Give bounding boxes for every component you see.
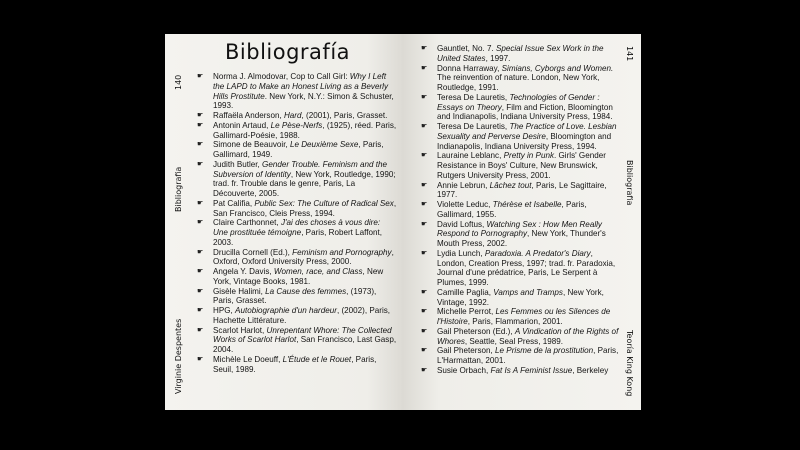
entry-title: Feminism and Pornography xyxy=(292,247,392,257)
bibliography-entry xyxy=(421,249,621,288)
entry-title: Thérèse et Isabelle xyxy=(492,200,562,209)
entry-title: La Cause des femmes xyxy=(265,286,347,296)
entry-details: , San Francisco, Last Gasp, 2004. xyxy=(213,335,397,354)
bibliography-entry xyxy=(197,72,397,111)
entry-details: , Paris, Le Sagittaire, 1977. xyxy=(437,180,607,200)
pointing-hand-icon: ☛ xyxy=(197,73,204,80)
entry-author: Gisèle Halimi, xyxy=(213,286,266,296)
running-book-label: Teoría King Kong xyxy=(625,330,634,397)
entry-details: , Oxford, Oxford University Press, 2000. xyxy=(213,247,394,267)
entry-title: Technologies of Gender : Essays on Theory xyxy=(437,92,600,112)
entry-title: Le Pèse-Nerfs xyxy=(270,120,323,130)
entry-details: , London, Creation Press, 1997; trad. fr. Paradoxia, Journal d'une prédatrice, Paris, Le Serpent à Plumes, 1999. xyxy=(437,248,616,287)
entry-title: Autobiographie d'un hardeur xyxy=(235,306,337,315)
entry-details: , Paris, Robert Laffont, 2003. xyxy=(213,228,383,247)
entry-details: , Bloomington and Indianapolis, Indiana University Press, 1994. xyxy=(437,131,612,151)
pointing-hand-icon: ☛ xyxy=(197,112,204,119)
bibliography-entry xyxy=(421,93,621,122)
entry-details: , Paris, Flammarion, 2001. xyxy=(467,317,563,326)
entry-title: Fat Is A Feminist Issue xyxy=(490,365,573,375)
bibliography-entry xyxy=(197,287,397,307)
pointing-hand-icon: ☛ xyxy=(197,141,204,149)
entry-title: Why I Left the LAPD to Make an Honest Living as a Beverly Hills Prostitute xyxy=(213,72,389,101)
bibliography-entry xyxy=(197,248,397,268)
bibliography-entry xyxy=(197,218,397,247)
entry-details: , Berkeley xyxy=(572,365,609,375)
entry-details: The reinvention of nature. London, New York, Routledge, 1991. xyxy=(437,73,600,92)
entry-title: Pretty in Punk xyxy=(503,151,554,161)
running-author-label: Virginie Despentes xyxy=(174,318,183,394)
pointing-hand-icon: ☛ xyxy=(197,219,204,227)
entry-author: Michelle Perrot, xyxy=(437,307,496,317)
bibliography-entry xyxy=(421,122,621,151)
entry-author: Violette Leduc, xyxy=(437,200,493,209)
pointing-hand-icon: ☛ xyxy=(421,220,428,228)
entry-title: A Vindication of the Rights of Whores xyxy=(437,326,619,346)
entry-details: , Film and Fiction, Bloomington and Indianapolis, Indiana University Press, 1984. xyxy=(437,102,613,122)
pointing-hand-icon: ☛ xyxy=(197,326,204,334)
entry-author: Donna Harraway, xyxy=(437,63,502,73)
bibliography-entry xyxy=(421,366,621,376)
page-number: 141 xyxy=(625,46,634,62)
bibliography-entry xyxy=(421,220,621,249)
left-page xyxy=(165,34,403,410)
page-number: 140 xyxy=(174,74,183,90)
entry-title: Vamps and Tramps xyxy=(493,287,563,297)
bibliography-entry xyxy=(421,44,621,64)
entry-author: Norma J. Almodovar, Cop to Call Girl: xyxy=(213,72,350,81)
bibliography-entry xyxy=(197,160,397,199)
bibliography-entry xyxy=(197,140,397,160)
book-spread xyxy=(165,34,641,410)
entry-title: Lâchez tout xyxy=(489,180,532,190)
pointing-hand-icon: ☛ xyxy=(421,123,428,130)
entry-author: Antonin Artaud, xyxy=(213,120,271,130)
entry-author: Judith Butler, xyxy=(213,159,263,169)
pointing-hand-icon: ☛ xyxy=(197,121,204,129)
bibliography-entry xyxy=(421,64,621,93)
entry-details: , (2002), Paris, Hachette Littérature. xyxy=(213,306,391,325)
pointing-hand-icon: ☛ xyxy=(197,355,204,363)
entry-title: L'Étude et le Rouet xyxy=(282,354,352,364)
bibliography-entry xyxy=(197,267,397,287)
entry-author: Camille Paglia, xyxy=(437,287,494,297)
entry-author: Claire Carthonnet, xyxy=(213,218,281,228)
entry-title: Public Sex: The Culture of Radical Sex xyxy=(254,198,394,208)
entry-title: Paradoxia. A Predator's Diary xyxy=(484,248,591,258)
entry-title: Le Deuxième Sexe xyxy=(289,140,359,150)
bibliography-entry xyxy=(197,199,397,219)
pointing-hand-icon: ☛ xyxy=(421,347,428,355)
pointing-hand-icon: ☛ xyxy=(421,201,428,208)
entry-details: , Paris, Gallimard, 1955. xyxy=(437,200,587,219)
entry-details: . Girls' Gender Resistance in Boys' Culture, New Brunswick, Rutgers University Press, 2001. xyxy=(437,151,606,180)
bibliography-entry xyxy=(421,181,621,201)
entry-title: Watching Sex : How Men Really Respond to Pornography xyxy=(437,219,602,239)
entry-author: Lauraine Leblanc, xyxy=(437,151,504,161)
pointing-hand-icon: ☛ xyxy=(421,366,428,374)
pointing-hand-icon: ☛ xyxy=(421,249,428,257)
bibliography-entry xyxy=(421,327,621,347)
entry-author: Susie Orbach, xyxy=(437,365,491,375)
bibliography-entry xyxy=(421,346,621,366)
entry-details: , New York, Vintage Books, 1981. xyxy=(213,267,384,286)
bibliography-entry xyxy=(197,121,397,141)
entry-author: David Loftus, xyxy=(437,219,487,229)
pointing-hand-icon: ☛ xyxy=(197,199,204,207)
entry-author: HPG, xyxy=(213,306,236,315)
entry-title: Unrepentant Whore: The Collected Works of Scarlot Harlot xyxy=(213,325,392,345)
entry-author: Gail Pheterson, xyxy=(437,346,496,356)
entry-details: , Seattle, Seal Press, 1989. xyxy=(464,336,563,346)
pointing-hand-icon: ☛ xyxy=(197,307,204,314)
entry-author: Gauntlet, No. 7. xyxy=(437,44,496,53)
pointing-hand-icon: ☛ xyxy=(197,287,204,295)
entry-author: Pat Califia, xyxy=(213,198,255,208)
entry-details: , New York, Thunder's Mouth Press, 2002. xyxy=(437,229,606,248)
entry-title: J'ai des choses à vous dire: Une prostituée témoigne xyxy=(213,218,381,237)
entry-details: , Paris, Seuil, 1989. xyxy=(213,354,377,374)
running-section-label: Bibliografia xyxy=(625,160,634,206)
entry-title: Special Issue Sex Work in the United States xyxy=(437,44,604,63)
pointing-hand-icon: ☛ xyxy=(421,181,428,189)
bibliography-list xyxy=(421,44,621,376)
entry-details: . New York, N.Y.: Simon & Schuster, 1993. xyxy=(213,91,394,111)
entry-details: , San Francisco, Cleis Press, 1994. xyxy=(213,198,397,218)
bibliography-entry xyxy=(421,288,621,308)
pointing-hand-icon: ☛ xyxy=(421,327,428,335)
entry-details: , (1973), Paris, Grasset. xyxy=(213,286,377,306)
right-page xyxy=(403,34,641,410)
entry-details: , Paris, L'Harmattan, 2001. xyxy=(437,346,619,365)
bibliography-entry xyxy=(421,151,621,180)
bibliography-entry xyxy=(421,307,621,327)
entry-title: Women, race, and Class xyxy=(273,267,363,276)
entry-title: Le Prisme de la prostitution xyxy=(495,346,594,356)
entry-title: Simians, Cyborgs and Women. xyxy=(501,63,614,73)
entry-author: Angela Y. Davis, xyxy=(213,267,274,276)
bibliography-entry xyxy=(197,111,397,121)
entry-details: , 1997. xyxy=(485,53,511,63)
entry-author: Gail Pheterson (Ed.), xyxy=(437,326,515,336)
bibliography-entry xyxy=(421,200,621,220)
entry-author: Annie Lebrun, xyxy=(437,180,490,190)
entry-author: Raffaëla Anderson, xyxy=(213,111,284,120)
bibliography-entry xyxy=(197,306,397,326)
pointing-hand-icon: ☛ xyxy=(421,288,428,296)
pointing-hand-icon: ☛ xyxy=(421,93,428,101)
entry-title: Gender Trouble. Feminism and the Subversion of Identity xyxy=(213,159,387,179)
bibliography-list xyxy=(197,72,397,374)
entry-author: Lydia Lunch, xyxy=(437,248,485,258)
entry-details: , (2001), Paris, Grasset. xyxy=(301,111,388,120)
entry-author: Michèle Le Doeuff, xyxy=(213,354,283,364)
pointing-hand-icon: ☛ xyxy=(421,64,428,72)
entry-title: The Practice of Love. Lesbian Sexuality and Perverse Desire xyxy=(437,122,617,141)
entry-details: , New York, Routledge, 1990; trad. fr. Trouble dans le genre, Paris, La Découverte, 2005. xyxy=(213,169,396,198)
bibliography-entry xyxy=(197,355,397,375)
entry-title: Les Femmes ou les Silences de l'Histoire xyxy=(437,307,611,326)
entry-author: Drucilla Cornell (Ed.), xyxy=(213,247,293,257)
entry-author: Simone de Beauvoir, xyxy=(213,140,290,150)
entry-details: , (1925), réed. Paris, Gallimard-Poésie, 1988. xyxy=(213,120,397,140)
pointing-hand-icon: ☛ xyxy=(421,308,428,316)
pointing-hand-icon: ☛ xyxy=(197,268,204,275)
page-title: Bibliografía xyxy=(225,40,351,64)
pointing-hand-icon: ☛ xyxy=(197,160,204,168)
pointing-hand-icon: ☛ xyxy=(421,152,428,160)
entry-author: Teresa De Lauretis, xyxy=(437,92,510,102)
entry-title: Hard xyxy=(283,111,302,120)
entry-author: Teresa De Lauretis, xyxy=(437,122,510,131)
pointing-hand-icon: ☛ xyxy=(421,45,428,52)
bibliography-entry xyxy=(197,326,397,355)
entry-details: , Paris, Gallimard, 1949. xyxy=(213,140,384,159)
entry-details: , New York, Vintage, 1992. xyxy=(437,287,604,307)
entry-author: Scarlot Harlot, xyxy=(213,325,267,335)
pointing-hand-icon: ☛ xyxy=(197,248,204,256)
running-section-label: Bibliografia xyxy=(174,166,183,212)
